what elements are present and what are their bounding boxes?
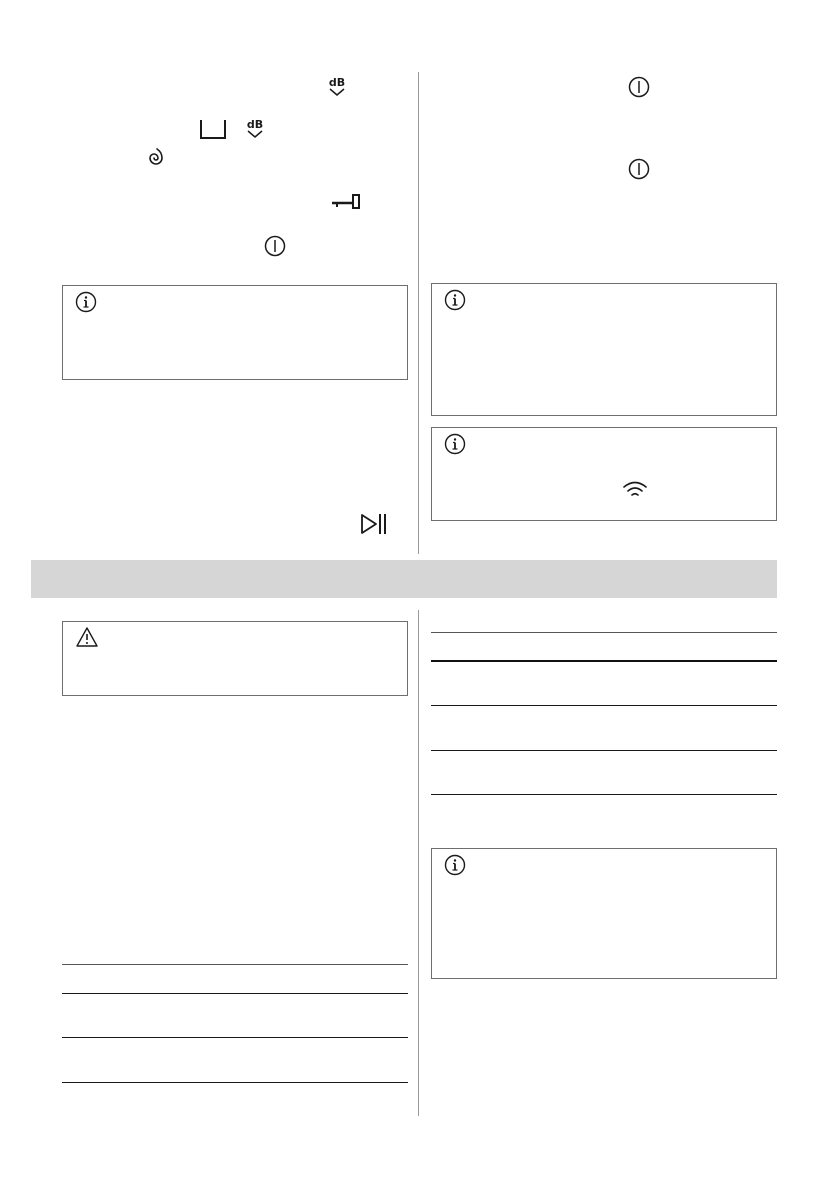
spiral-icon	[146, 146, 166, 168]
power-icon	[264, 235, 286, 257]
power-icon-3	[628, 158, 650, 180]
table-rule	[62, 1037, 408, 1038]
info-box-bottom-right	[431, 848, 777, 979]
table-rule	[431, 794, 777, 795]
table-rule	[431, 750, 777, 751]
table-rule	[62, 1082, 408, 1083]
table-rule	[62, 993, 408, 994]
table-rule	[431, 660, 777, 662]
warning-icon	[75, 626, 99, 648]
table-rule	[62, 964, 408, 965]
power-icon-2	[628, 76, 650, 98]
section-heading-band	[31, 560, 777, 598]
db-icon	[326, 76, 348, 98]
table-rule	[431, 705, 777, 706]
column-divider-top	[418, 72, 419, 554]
db-icon-2	[244, 118, 266, 140]
warning-box	[62, 621, 408, 696]
svg-text:dB: dB	[328, 76, 346, 89]
info-icon	[75, 291, 97, 313]
info-box-top-left	[62, 285, 408, 380]
key-icon	[330, 192, 362, 210]
wifi-icon	[622, 480, 648, 500]
svg-text:dB: dB	[246, 118, 264, 131]
column-divider-bottom	[418, 610, 419, 1116]
info-box-top-right-1	[431, 283, 777, 416]
play-pause-icon	[360, 512, 388, 536]
rectangle-icon	[199, 118, 227, 140]
info-icon	[444, 854, 466, 876]
info-icon	[444, 433, 466, 455]
info-icon	[444, 289, 466, 311]
info-box-top-right-2	[431, 427, 777, 521]
table-rule	[431, 632, 777, 633]
